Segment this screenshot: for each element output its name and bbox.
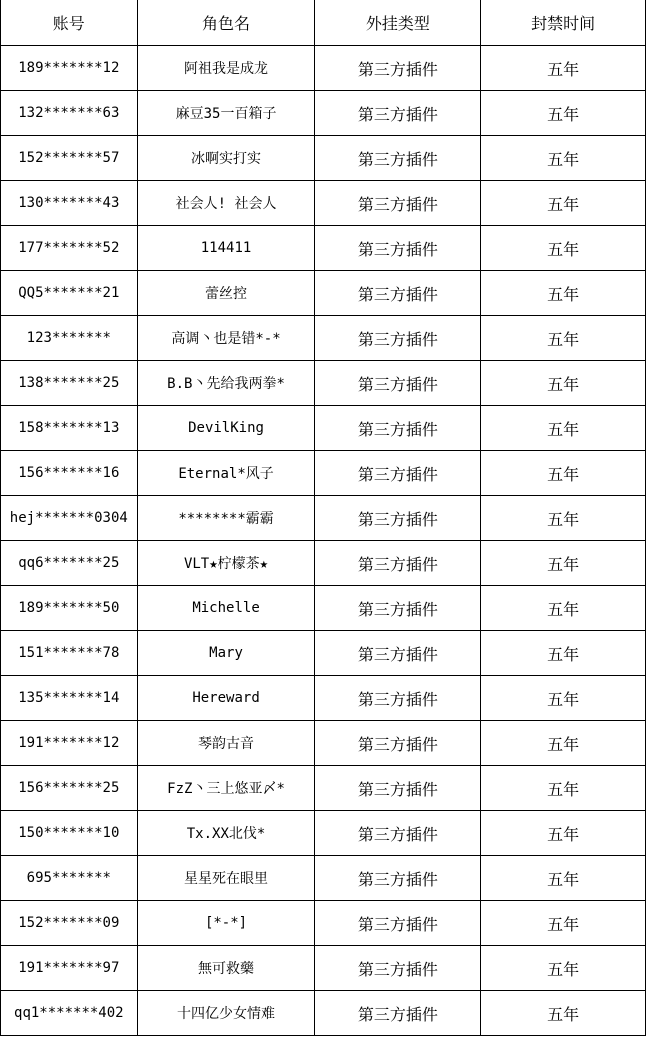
table-row xyxy=(1,46,646,91)
cell-role-name: 蕾丝控 xyxy=(137,271,315,316)
header-cheat-type: 外挂类型 xyxy=(315,0,481,46)
cell-ban-duration: 五年 xyxy=(481,136,646,181)
cell-account: hej*******0304 xyxy=(1,496,138,541)
cell-ban-duration: 五年 xyxy=(481,181,646,226)
cell-role-name: FzZ丶三上悠亚〆* xyxy=(137,766,315,811)
cell-account: 156*******25 xyxy=(1,766,138,811)
cell-ban-duration: 五年 xyxy=(481,676,646,721)
cell-role-name: Hereward xyxy=(137,676,315,721)
header-ban-duration: 封禁时间 xyxy=(481,0,646,46)
cell-cheat-type: 第三方插件 xyxy=(315,946,481,991)
cell-account: 135*******14 xyxy=(1,676,138,721)
cell-ban-duration: 五年 xyxy=(481,991,646,1036)
table-row xyxy=(1,271,646,316)
table-row xyxy=(1,91,646,136)
cell-ban-duration: 五年 xyxy=(481,766,646,811)
cell-ban-duration: 五年 xyxy=(481,496,646,541)
cell-ban-duration: 五年 xyxy=(481,631,646,676)
cell-cheat-type: 第三方插件 xyxy=(315,91,481,136)
cell-account: 189*******12 xyxy=(1,46,138,91)
cell-ban-duration: 五年 xyxy=(481,721,646,766)
cell-ban-duration: 五年 xyxy=(481,946,646,991)
table-header-row xyxy=(1,0,646,46)
table-row xyxy=(1,901,646,946)
table-row xyxy=(1,316,646,361)
cell-cheat-type: 第三方插件 xyxy=(315,901,481,946)
table-row xyxy=(1,631,646,676)
cell-cheat-type: 第三方插件 xyxy=(315,361,481,406)
cell-ban-duration: 五年 xyxy=(481,451,646,496)
table-row xyxy=(1,451,646,496)
cell-role-name: Mary xyxy=(137,631,315,676)
table-body xyxy=(1,46,646,1036)
table-row xyxy=(1,946,646,991)
cell-role-name: B.B丶先给我两拳* xyxy=(137,361,315,406)
cell-account: 151*******78 xyxy=(1,631,138,676)
cell-cheat-type: 第三方插件 xyxy=(315,46,481,91)
cell-cheat-type: 第三方插件 xyxy=(315,811,481,856)
cell-ban-duration: 五年 xyxy=(481,361,646,406)
cell-role-name: 十四亿少女情难 xyxy=(137,991,315,1036)
cell-ban-duration: 五年 xyxy=(481,226,646,271)
cell-ban-duration: 五年 xyxy=(481,46,646,91)
cell-cheat-type: 第三方插件 xyxy=(315,541,481,586)
cell-role-name: Tx.XX北伐* xyxy=(137,811,315,856)
cell-cheat-type: 第三方插件 xyxy=(315,631,481,676)
cell-account: qq1*******402 xyxy=(1,991,138,1036)
cell-ban-duration: 五年 xyxy=(481,541,646,586)
cell-cheat-type: 第三方插件 xyxy=(315,766,481,811)
table-row xyxy=(1,226,646,271)
cell-account: 177*******52 xyxy=(1,226,138,271)
cell-role-name: VLT★柠檬茶★ xyxy=(137,541,315,586)
cell-account: 695******* xyxy=(1,856,138,901)
cell-role-name: ********霸霸 xyxy=(137,496,315,541)
cell-role-name: Michelle xyxy=(137,586,315,631)
cell-role-name: 社会人! 社会人 xyxy=(137,181,315,226)
cell-role-name: 琴韵古音 xyxy=(137,721,315,766)
cell-cheat-type: 第三方插件 xyxy=(315,856,481,901)
table-row xyxy=(1,676,646,721)
table-row xyxy=(1,136,646,181)
cell-account: 156*******16 xyxy=(1,451,138,496)
table-row xyxy=(1,991,646,1036)
cell-cheat-type: 第三方插件 xyxy=(315,406,481,451)
table-row xyxy=(1,811,646,856)
cell-role-name: 麻豆35一百箱子 xyxy=(137,91,315,136)
cell-account: 123******* xyxy=(1,316,138,361)
cell-role-name: 星星死在眼里 xyxy=(137,856,315,901)
cell-account: qq6*******25 xyxy=(1,541,138,586)
cell-account: 189*******50 xyxy=(1,586,138,631)
cell-account: 150*******10 xyxy=(1,811,138,856)
table-row xyxy=(1,181,646,226)
cell-cheat-type: 第三方插件 xyxy=(315,721,481,766)
cell-cheat-type: 第三方插件 xyxy=(315,226,481,271)
cell-cheat-type: 第三方插件 xyxy=(315,316,481,361)
cell-cheat-type: 第三方插件 xyxy=(315,586,481,631)
cell-cheat-type: 第三方插件 xyxy=(315,991,481,1036)
cell-account: 132*******63 xyxy=(1,91,138,136)
cell-ban-duration: 五年 xyxy=(481,856,646,901)
cell-role-name: Eternal*风子 xyxy=(137,451,315,496)
cell-ban-duration: 五年 xyxy=(481,406,646,451)
cell-role-name: 冰啊实打实 xyxy=(137,136,315,181)
cell-role-name: DevilKing xyxy=(137,406,315,451)
cell-role-name: 阿祖我是成龙 xyxy=(137,46,315,91)
cell-ban-duration: 五年 xyxy=(481,316,646,361)
cell-ban-duration: 五年 xyxy=(481,271,646,316)
cell-ban-duration: 五年 xyxy=(481,91,646,136)
cell-ban-duration: 五年 xyxy=(481,901,646,946)
table-row xyxy=(1,721,646,766)
cell-ban-duration: 五年 xyxy=(481,586,646,631)
cell-account: 130*******43 xyxy=(1,181,138,226)
cell-account: 158*******13 xyxy=(1,406,138,451)
header-role-name: 角色名 xyxy=(137,0,315,46)
table-row xyxy=(1,586,646,631)
cell-role-name: 無可救藥 xyxy=(137,946,315,991)
cell-role-name: 高调丶也是错*-* xyxy=(137,316,315,361)
cell-cheat-type: 第三方插件 xyxy=(315,451,481,496)
table-row xyxy=(1,541,646,586)
cell-cheat-type: 第三方插件 xyxy=(315,676,481,721)
table-row xyxy=(1,406,646,451)
table-row xyxy=(1,496,646,541)
cell-ban-duration: 五年 xyxy=(481,811,646,856)
cell-role-name: [*-*] xyxy=(137,901,315,946)
cell-cheat-type: 第三方插件 xyxy=(315,496,481,541)
cell-cheat-type: 第三方插件 xyxy=(315,181,481,226)
cell-account: 152*******57 xyxy=(1,136,138,181)
cell-account: 191*******97 xyxy=(1,946,138,991)
cell-account: QQ5*******21 xyxy=(1,271,138,316)
cell-account: 152*******09 xyxy=(1,901,138,946)
cell-cheat-type: 第三方插件 xyxy=(315,136,481,181)
cell-account: 138*******25 xyxy=(1,361,138,406)
table-row xyxy=(1,361,646,406)
header-account: 账号 xyxy=(1,0,138,46)
cell-role-name: 114411 xyxy=(137,226,315,271)
cell-account: 191*******12 xyxy=(1,721,138,766)
table-row xyxy=(1,766,646,811)
table-row xyxy=(1,856,646,901)
cell-cheat-type: 第三方插件 xyxy=(315,271,481,316)
